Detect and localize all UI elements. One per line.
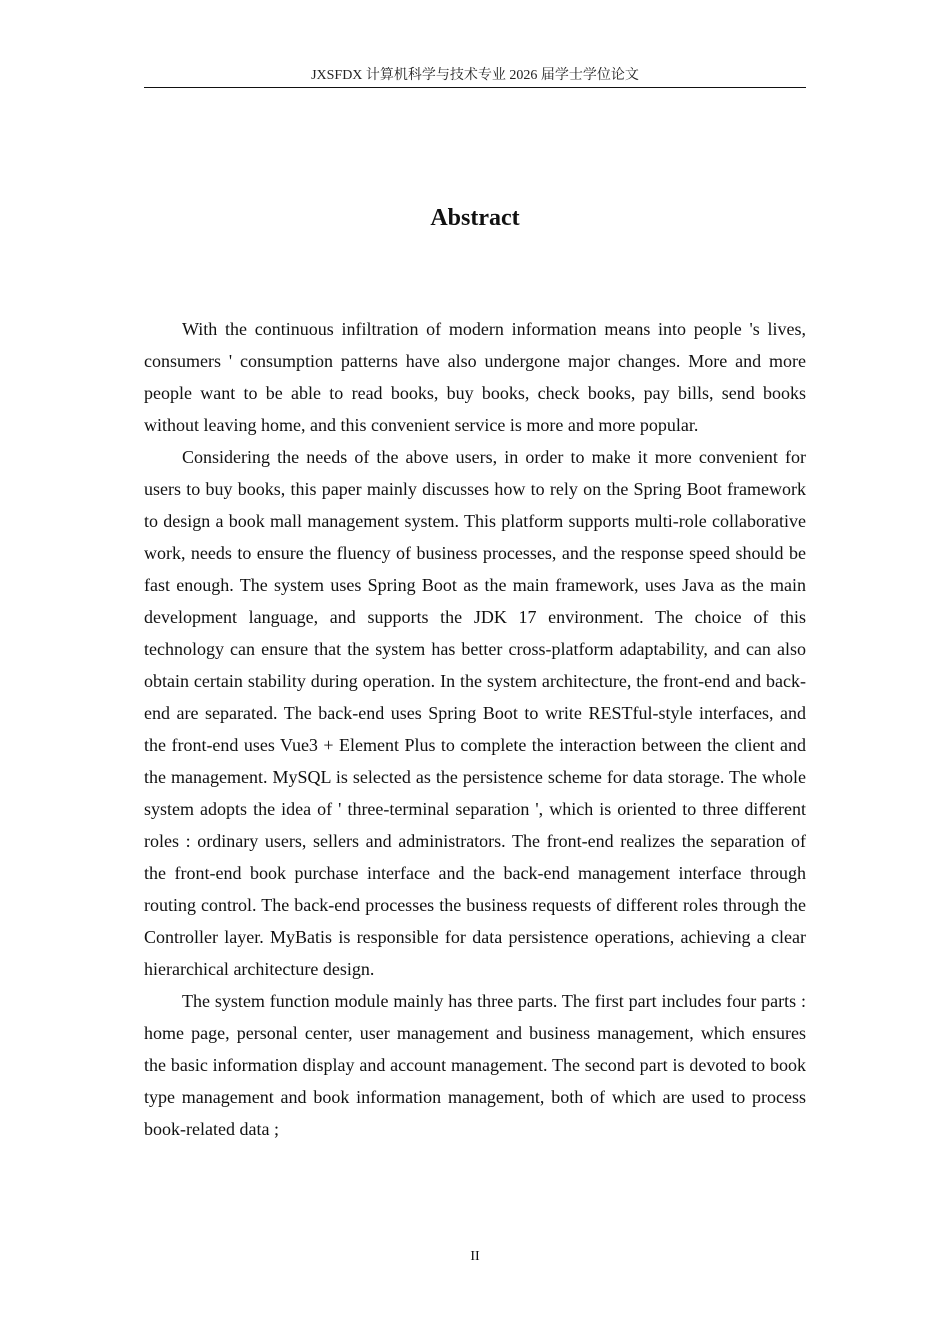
abstract-paragraph-3: The system function module mainly has three parts. The first part includes four parts : home page, personal center, user management and business management, which ensures the basic information display and account management. The second part is devoted to book type management and book information management, both of which are used to process book-related data ; xyxy=(144,991,806,1139)
abstract-paragraph-1: With the continuous infiltration of modern information means into people 's lives, consumers ' consumption patterns have also undergone major changes. More and more people want to be able to read books, buy books, check books, pay bills, send books without leaving home, and this convenient service is more and more popular. xyxy=(144,319,806,435)
header-rule xyxy=(144,87,806,88)
running-header: JXSFDX 计算机科学与技术专业 2026 届学士学位论文 xyxy=(311,68,639,83)
abstract-title: Abstract xyxy=(430,205,520,231)
abstract-body xyxy=(144,313,806,1145)
abstract-paragraph-2: Considering the needs of the above users, in order to make it more convenient for users to buy books, this paper mainly discusses how to rely on the Spring Boot framework to design a book mall management system. This platform supports multi-role collaborative work, needs to ensure the fluency of business processes, and the response speed should be fast enough. The system uses Spring Boot as the main framework, uses Java as the main development language, and supports the JDK 17 environment. The choice of this technology can ensure that the system has better cross-platform adaptability, and can also obtain certain stability during operation. In the system architecture, the front-end and back-end are separated. The back-end uses Spring Boot to write RESTful-style interfaces, and the front-end uses Vue3 + Element Plus to complete the interaction between the client and the management. MySQL is selected as the persistence scheme for data storage. The whole system adopts the idea of ' three-terminal separation ', which is oriented to three different roles : ordinary users, sellers and administrators. The front-end realizes the separation of the front-end book purchase interface and the back-end management interface through routing control. The back-end processes the business requests of different roles through the Controller layer. MyBatis is responsible for data persistence operations, achieving a clear hierarchical architecture design. xyxy=(144,447,806,979)
page-number: II xyxy=(470,1249,480,1264)
